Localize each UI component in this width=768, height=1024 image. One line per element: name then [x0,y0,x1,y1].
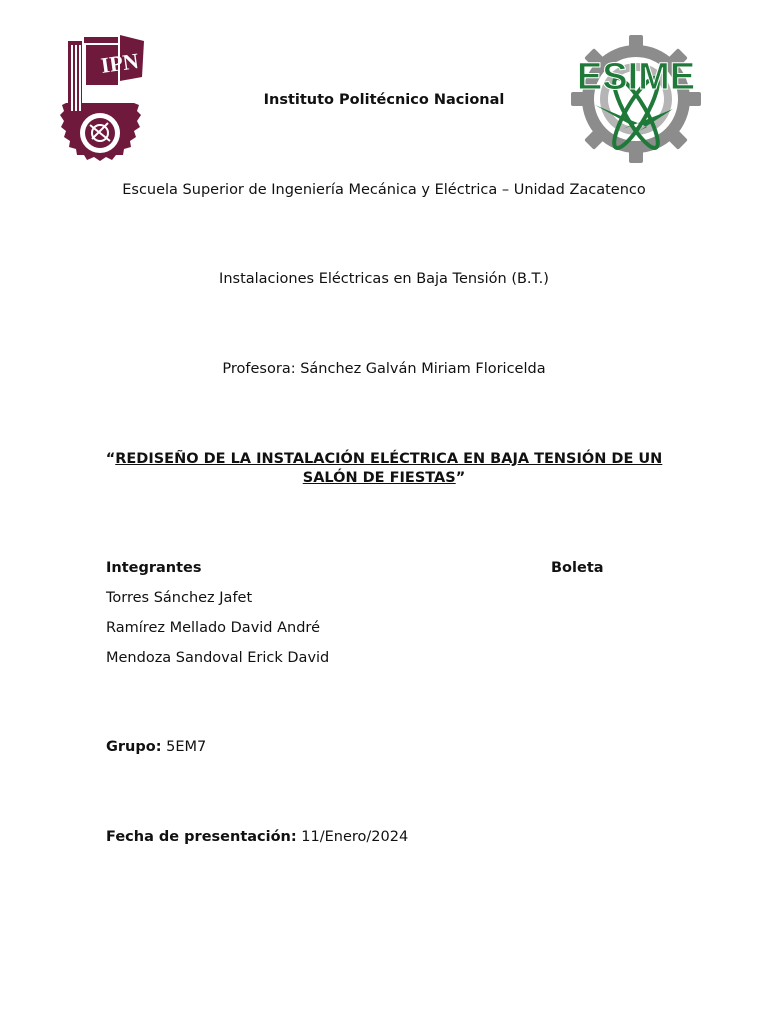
esime-logo-text: ESIME [576,56,696,98]
project-title [100,450,668,488]
institute-name: Instituto Politécnico Nacional [263,92,505,108]
members-heading: Integrantes [106,560,202,576]
group-value: 5EM7 [166,739,207,755]
open-quote: “ [105,451,116,467]
boleta-heading: Boleta [551,560,604,576]
date-value: 11/Enero/2024 [301,829,409,845]
close-quote: ” [455,470,466,486]
teacher-name: Profesora: Sánchez Galván Miriam Floricelda [222,361,546,377]
ipn-logo-text: IPN [99,47,141,78]
member-name: Ramírez Mellado David André [106,620,320,636]
date-line [106,828,408,846]
member-name: Torres Sánchez Jafet [106,590,253,606]
member-name: Mendoza Sandoval Erick David [106,650,330,666]
group-line [106,738,206,756]
course-name: Instalaciones Eléctricas en Baja Tensión (B.T.) [219,271,549,287]
date-label: Fecha de presentación: [106,829,297,845]
group-label: Grupo: [106,739,162,755]
school-name: Escuela Superior de Ingeniería Mecánica y Eléctrica – Unidad Zacatenco [122,182,646,198]
project-title-text: REDISEÑO DE LA INSTALACIÓN ELÉCTRICA EN BAJA TENSIÓN DE UN SALÓN DE FIESTAS [115,451,663,486]
